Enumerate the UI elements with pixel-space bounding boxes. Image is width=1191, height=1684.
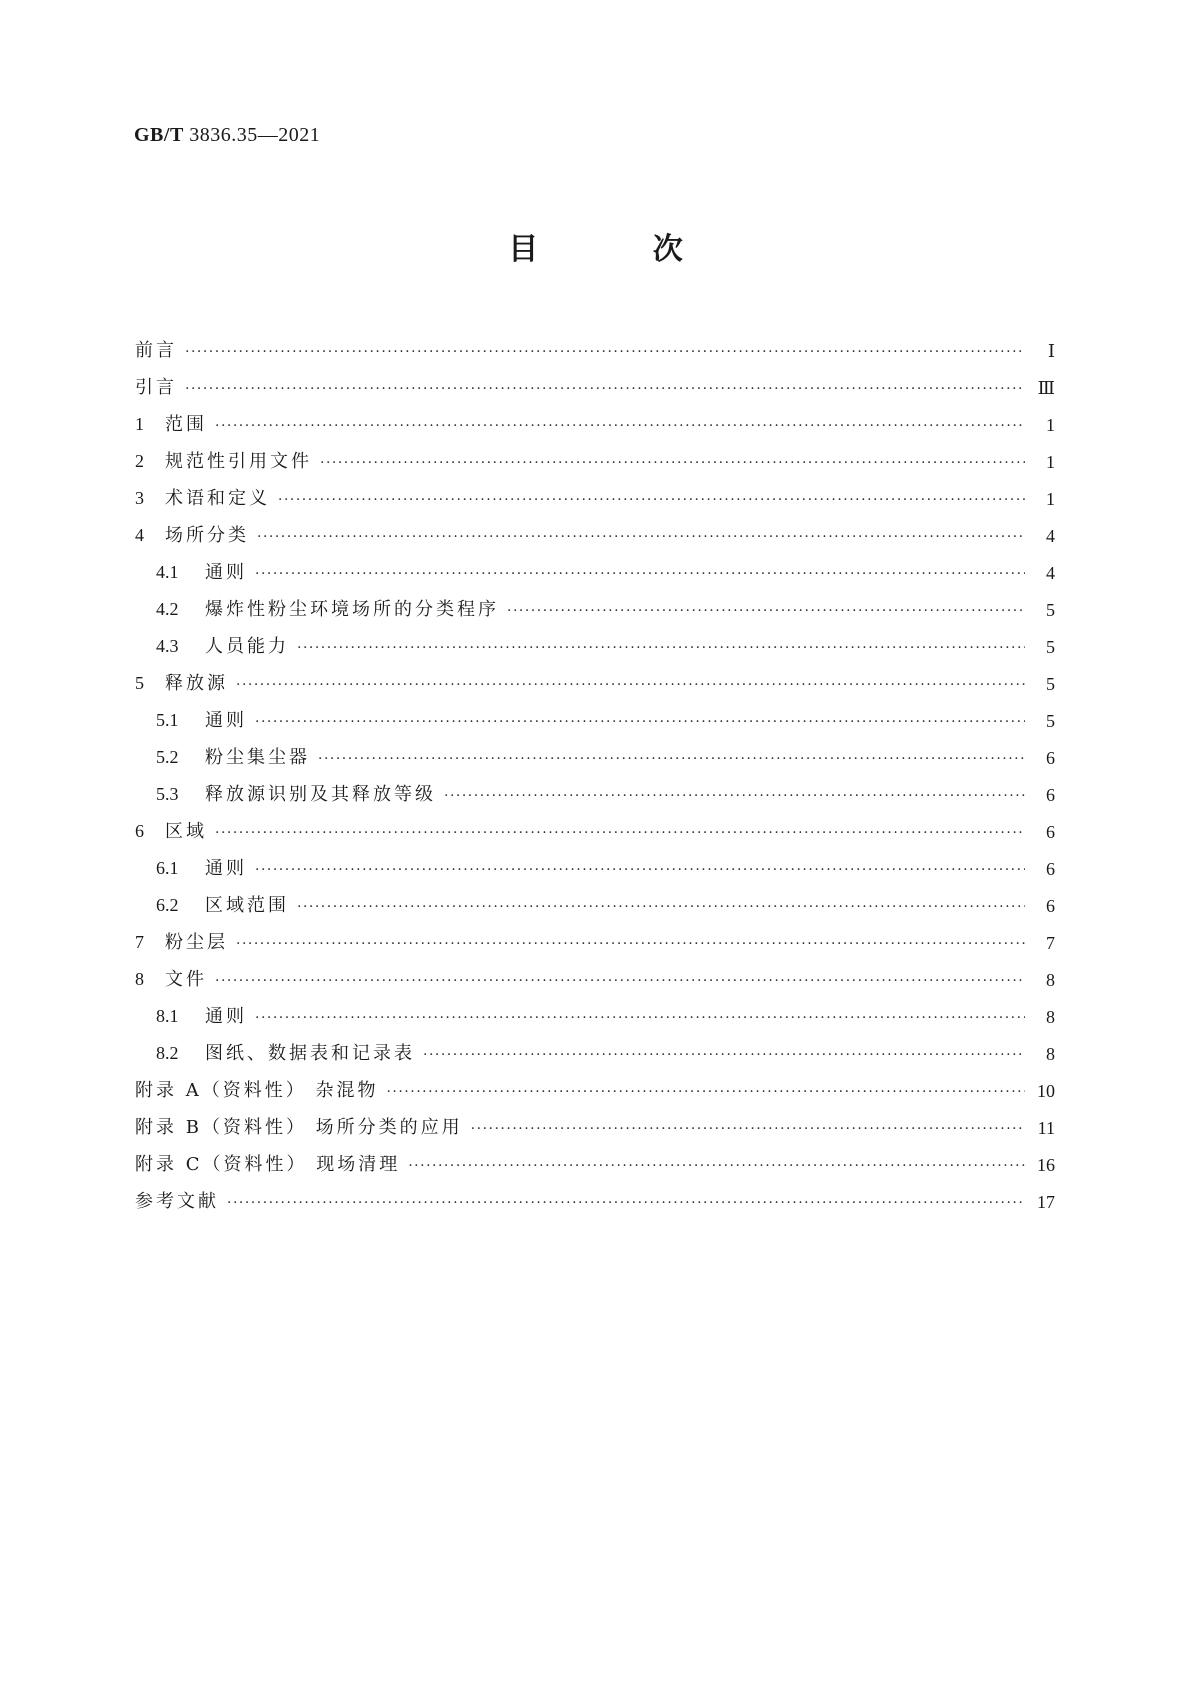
toc-entry[interactable]: [135, 326, 1055, 363]
toc-entry-title: 人员能力: [205, 636, 289, 657]
toc-entry-number: 1: [135, 414, 144, 434]
toc-dot-leader: [215, 970, 1025, 992]
toc-entry-label: [156, 560, 255, 585]
toc-entry-page-number: 8: [1046, 1044, 1055, 1064]
toc-entry-title: 引言: [135, 377, 177, 398]
toc-entry-title: 规范性引用文件: [165, 451, 312, 472]
toc-dot-leader: [255, 563, 1025, 585]
toc-entry-page-number: 6: [1046, 785, 1055, 805]
toc-entry-page-number: 5: [1046, 600, 1055, 620]
toc-entry[interactable]: [135, 622, 1055, 659]
toc-dot-leader: [471, 1118, 1025, 1140]
toc-entry[interactable]: [135, 696, 1055, 733]
toc-entry-number: 6: [135, 821, 144, 841]
toc-dot-leader: [255, 1007, 1025, 1029]
toc-entry-title: 通则: [205, 1006, 247, 1027]
toc-dot-leader: [236, 933, 1025, 955]
toc-entry-label: [156, 597, 507, 622]
toc-entry-label: [135, 1116, 471, 1140]
toc-entry[interactable]: [135, 992, 1055, 1029]
toc-entry-number: 4.1: [156, 562, 179, 582]
toc-entry-label: [156, 893, 297, 918]
toc-entry-label: [156, 1004, 255, 1029]
toc-entry[interactable]: [135, 474, 1055, 511]
toc-entry-page-number: 1: [1046, 489, 1055, 509]
toc-entry-number: 2: [135, 451, 144, 471]
toc-dot-leader: [255, 859, 1025, 881]
toc-entry[interactable]: [135, 548, 1055, 585]
toc-entry-label: [135, 1190, 227, 1214]
toc-entry-number: 5: [135, 673, 144, 693]
toc-dot-leader: [318, 748, 1025, 770]
toc-entry[interactable]: [135, 733, 1055, 770]
toc-entry-number: 6.2: [156, 895, 179, 915]
toc-entry-label: [135, 671, 236, 696]
toc-entry[interactable]: [135, 918, 1055, 955]
toc-entry-page-number: 6: [1046, 748, 1055, 768]
toc-dot-leader: [408, 1155, 1025, 1177]
toc-entry-page-number: 4: [1046, 563, 1055, 583]
toc-entry-number: 8: [135, 969, 144, 989]
toc-entry-number: 4.3: [156, 636, 179, 656]
toc-entry-label: [135, 376, 185, 400]
toc-entry-number: 3: [135, 488, 144, 508]
toc-entry-page-number: 8: [1046, 970, 1055, 990]
toc-entry-number: 6.1: [156, 858, 179, 878]
toc-entry[interactable]: [135, 770, 1055, 807]
toc-dot-leader: [215, 415, 1025, 437]
toc-entry-page-number: 1: [1046, 415, 1055, 435]
toc-entry-number: 8.1: [156, 1006, 179, 1026]
toc-entry[interactable]: [135, 1103, 1055, 1140]
toc-entry-label: [156, 1041, 423, 1066]
toc-entry-label: [135, 967, 215, 992]
toc-entry-number: 7: [135, 932, 144, 952]
toc-dot-leader: [185, 378, 1025, 400]
standard-code: [134, 124, 320, 147]
toc-entry-page-number: 10: [1037, 1081, 1055, 1101]
table-of-contents: [135, 326, 1055, 1214]
toc-entry-number: 8.2: [156, 1043, 179, 1063]
toc-entry-title: 参考文献: [135, 1191, 219, 1212]
toc-dot-leader: [236, 674, 1025, 696]
toc-entry-title: 粉尘层: [165, 932, 228, 953]
toc-entry[interactable]: [135, 400, 1055, 437]
toc-entry-number: 5.2: [156, 747, 179, 767]
toc-entry[interactable]: [135, 363, 1055, 400]
toc-entry-number: 4.2: [156, 599, 179, 619]
toc-entry-title: 前言: [135, 340, 177, 361]
toc-dot-leader: [444, 785, 1025, 807]
toc-entry-label: [135, 449, 320, 474]
toc-dot-leader: [386, 1081, 1025, 1103]
toc-entry-label: [135, 1079, 386, 1103]
toc-entry-page-number: 11: [1037, 1118, 1055, 1138]
toc-dot-leader: [278, 489, 1025, 511]
toc-entry-title: 范围: [165, 414, 207, 435]
toc-entry-title: 通则: [205, 562, 247, 583]
toc-entry-title: 释放源: [165, 673, 228, 694]
toc-dot-leader: [423, 1044, 1025, 1066]
toc-entry-label: [156, 856, 255, 881]
toc-entry-title: 附录 A（资料性） 杂混物: [135, 1080, 379, 1101]
toc-entry[interactable]: [135, 1177, 1055, 1214]
toc-entry-title: 区域范围: [205, 895, 289, 916]
toc-entry-title: 文件: [165, 969, 207, 990]
toc-entry-label: [156, 634, 297, 659]
toc-entry-title: 释放源识别及其释放等级: [205, 784, 436, 805]
toc-entry-label: [135, 486, 278, 511]
toc-entry-title: 图纸、数据表和记录表: [205, 1043, 415, 1064]
toc-entry-page-number: 8: [1046, 1007, 1055, 1027]
toc-entry-label: [135, 523, 257, 548]
toc-entry-label: [156, 782, 444, 807]
toc-dot-leader: [297, 896, 1025, 918]
toc-dot-leader: [297, 637, 1025, 659]
toc-entry-page-number: 4: [1046, 526, 1055, 546]
toc-entry-title: 术语和定义: [165, 488, 270, 509]
toc-entry-page-number: 6: [1046, 896, 1055, 916]
toc-entry-page-number: 5: [1046, 637, 1055, 657]
toc-entry-number: 4: [135, 525, 144, 545]
toc-entry-page-number: 17: [1037, 1192, 1055, 1212]
toc-entry-title: 附录 B（资料性） 场所分类的应用: [135, 1117, 463, 1138]
toc-entry-page-number: 6: [1046, 859, 1055, 879]
toc-entry[interactable]: [135, 1029, 1055, 1066]
toc-dot-leader: [507, 600, 1025, 622]
toc-dot-leader: [257, 526, 1025, 548]
toc-dot-leader: [255, 711, 1025, 733]
toc-dot-leader: [227, 1192, 1025, 1214]
standard-number: 3836.35—2021: [189, 124, 321, 146]
toc-entry-label: [135, 339, 185, 363]
toc-entry-page-number: 7: [1046, 933, 1055, 953]
toc-dot-leader: [215, 822, 1025, 844]
toc-entry[interactable]: [135, 659, 1055, 696]
toc-entry[interactable]: [135, 1066, 1055, 1103]
toc-entry-title: 通则: [205, 858, 247, 879]
toc-entry-label: [135, 412, 215, 437]
toc-entry-label: [135, 1153, 408, 1177]
page-title: 目 次: [508, 232, 735, 267]
toc-entry-page-number: 6: [1046, 822, 1055, 842]
toc-entry-label: [135, 819, 215, 844]
toc-entry[interactable]: [135, 1140, 1055, 1177]
standard-prefix: GB/T: [134, 124, 184, 146]
toc-entry[interactable]: [135, 585, 1055, 622]
toc-entry-page-number: 5: [1046, 674, 1055, 694]
toc-entry-title: 通则: [205, 710, 247, 731]
toc-entry-page-number: Ⅲ: [1037, 378, 1055, 398]
toc-entry-label: [156, 708, 255, 733]
toc-entry[interactable]: [135, 844, 1055, 881]
toc-entry-number: 5.1: [156, 710, 179, 730]
toc-entry-title: 粉尘集尘器: [205, 747, 310, 768]
toc-entry-page-number: 16: [1037, 1155, 1055, 1175]
toc-entry-page-number: 1: [1046, 452, 1055, 472]
toc-entry[interactable]: [135, 955, 1055, 992]
toc-entry-title: 场所分类: [165, 525, 249, 546]
toc-entry-label: [156, 745, 318, 770]
toc-dot-leader: [320, 452, 1025, 474]
toc-entry[interactable]: [135, 511, 1055, 548]
toc-entry[interactable]: [135, 437, 1055, 474]
toc-entry-title: 区域: [165, 821, 207, 842]
toc-entry-page-number: Ⅰ: [1047, 341, 1055, 361]
toc-entry-title: 爆炸性粉尘环境场所的分类程序: [205, 599, 499, 620]
toc-entry[interactable]: [135, 807, 1055, 844]
toc-entry-number: 5.3: [156, 784, 179, 804]
toc-entry[interactable]: [135, 881, 1055, 918]
toc-entry-title: 附录 C（资料性） 现场清理: [135, 1154, 401, 1175]
toc-dot-leader: [185, 341, 1025, 363]
toc-entry-page-number: 5: [1046, 711, 1055, 731]
toc-entry-label: [135, 930, 236, 955]
